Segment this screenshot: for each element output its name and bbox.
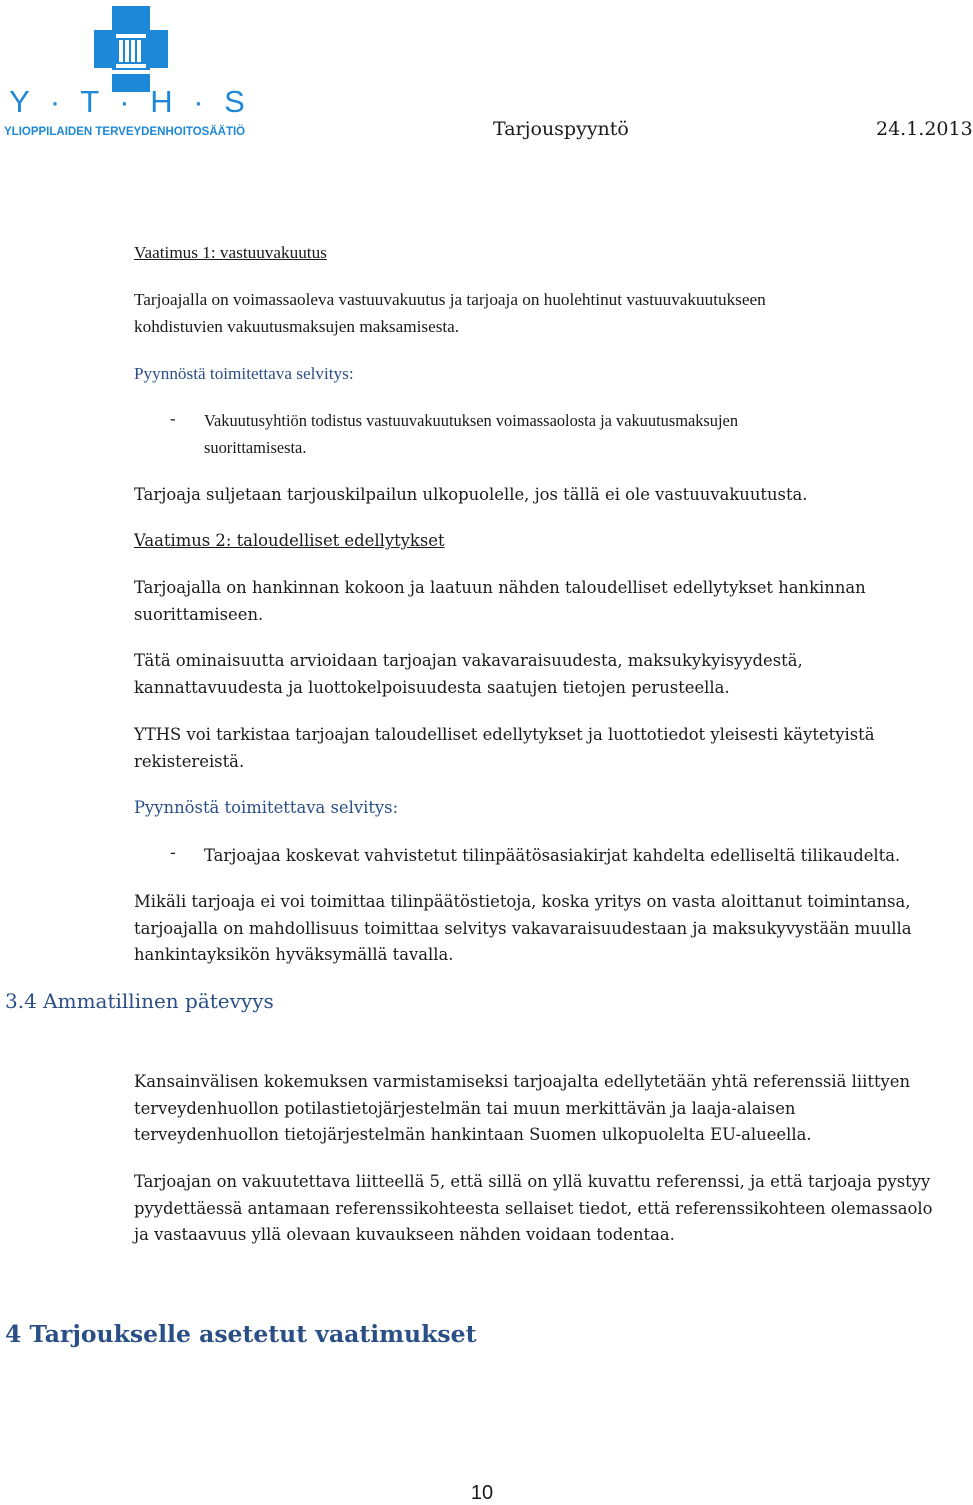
yths-logo [0,0,270,145]
paragraph-line: kohdistuvien vakuutusmaksujen maksamisesta. [134,316,460,336]
paragraph-line: YTHS voi tarkistaa tarjoajan taloudelliset edellytykset ja luottotiedot yleisesti käytetyistä [134,725,875,744]
section-3-4-paragraph-2 [134,1169,934,1249]
section-4-heading: 4 Tarjoukselle asetetut vaatimukset [5,1320,477,1348]
section-3-4-heading: 3.4 Ammatillinen pätevyys [5,989,274,1013]
requirement-1-heading: Vaatimus 1: vastuuvakuutus [134,243,327,262]
bullet-dash: - [170,843,176,863]
paragraph-line: Kansainvälisen kokemuksen varmistamiseksi tarjoajalta edellytetään yhtä referenssiä liittyen [134,1072,911,1091]
section-3-4-paragraph-1 [134,1069,934,1149]
paragraph-line: terveydenhuollon potilastietojärjestelmän tai muun merkittävän ja laaja-alaisen [134,1098,796,1118]
paragraph-line: kannattavuudesta ja luottokelpoisuudesta saatujen tietojen perusteella. [134,677,730,697]
paragraph-line: Mikäli tarjoaja ei voi toimittaa tilinpäätöstietoja, koska yritys on vasta aloittanut toimintansa, [134,892,911,911]
paragraph-line: terveydenhuollon tietojärjestelmän hankintaan Suomen ulkopuolelta EU-alueella. [134,1125,812,1144]
bullet-line: suorittamisesta. [204,437,307,457]
page-number: 10 [470,1482,494,1504]
requirement-2-bullet: Tarjoajaa koskevat vahvistetut tilinpäätösasiakirjat kahdelta edelliseltä tilikaudelta. [204,846,901,865]
bullet-dash: - [170,409,176,428]
requirement-1-request-label: Pyynnöstä toimitettava selvitys: [134,364,354,383]
document-date: 24.1.2013 [876,118,973,140]
paragraph-line: Tarjoajalla on voimassaoleva vastuuvakuutus ja tarjoaja on huolehtinut vastuuvakuutukseen [134,290,766,309]
bullet-line: Vakuutusyhtiön todistus vastuuvakuutuksen voimassaolosta ja vakuutusmaksujen [204,411,739,430]
paragraph-line: ja vastaavuus yllä olevaan kuvaukseen nähden voidaan todentaa. [134,1225,675,1244]
paragraph-line: pyydettäessä antamaan referenssikohteesta sellaiset tiedot, että referenssikohteen olemassaolo [134,1198,933,1218]
paragraph-line: Tätä ominaisuutta arvioidaan tarjoajan vakavaraisuudesta, maksukykyisyydestä, [134,651,803,670]
paragraph-line: Tarjoajalla on hankinnan kokoon ja laatuun nähden taloudelliset edellytykset hankinnan [134,578,866,597]
paragraph-line: Tarjoajan on vakuutettava liitteellä 5, että sillä on yllä kuvattu referenssi, ja että tarjoaja pystyy [134,1172,931,1191]
paragraph-line: rekistereistä. [134,751,245,771]
paragraph-line: suorittamiseen. [134,604,264,624]
requirement-2-paragraph-4 [134,889,934,969]
yths-logo-mark [0,0,270,145]
logo-letters: Y · T · H · S [9,84,251,119]
paragraph-line: tarjoajalla on mahdollisuus toimittaa selvitys vakavaraisuudestaan ja maksukyvystään muulla [134,918,912,938]
requirement-2-paragraph-1 [134,575,934,628]
requirement-1-bullet [204,408,924,461]
logo-subtitle: YLIOPPILAIDEN TERVEYDENHOITOSÄÄTIÖ [4,126,246,138]
requirement-2-paragraph-3 [134,722,934,775]
requirement-1-paragraph [134,287,934,340]
paragraph-line: hankintayksikön hyväksymällä tavalla. [134,945,454,964]
requirement-1-exclusion: Tarjoaja suljetaan tarjouskilpailun ulkopuolelle, jos tällä ei ole vastuuvakuutusta. [134,485,808,504]
document-type: Tarjouspyyntö [493,118,629,140]
requirement-2-paragraph-2 [134,648,934,701]
requirement-2-heading: Vaatimus 2: taloudelliset edellytykset [134,531,445,550]
requirement-2-request-label: Pyynnöstä toimitettava selvitys: [134,798,399,817]
